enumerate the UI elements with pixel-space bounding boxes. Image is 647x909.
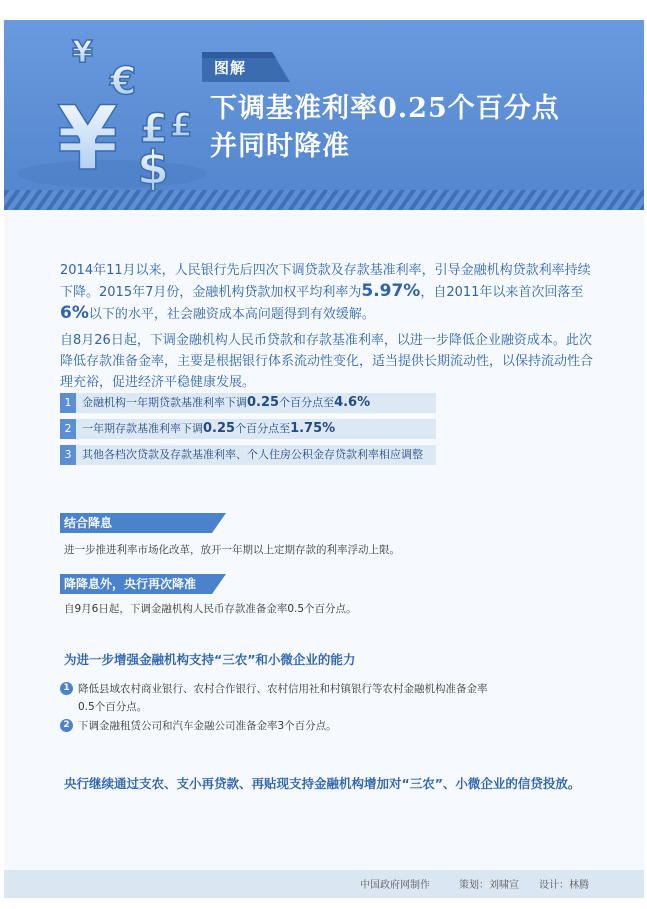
item-text: 一年期存款基准利率下调0.25个百分点至1.75%	[82, 421, 336, 436]
footer-planner: 策划：刘啸宣	[459, 880, 519, 891]
page-title	[210, 90, 560, 166]
bullet-item	[60, 717, 580, 735]
item-number: 2	[60, 419, 76, 439]
yen-small-icon: ¥	[72, 35, 93, 70]
support-heading: 为进一步增强金融机构支持“三农”和小微企业的能力	[64, 652, 356, 667]
title-line-1: 下调基准利率0.25个百分点	[210, 93, 560, 124]
section-header-2	[60, 574, 226, 594]
footer-producer: 中国政府网制作	[360, 880, 430, 891]
list-item	[60, 393, 436, 413]
section-header-1	[60, 513, 226, 533]
section-text: 进一步推进利率市场化改革，放开一年期以上定期存款的利率浮动上限。	[64, 544, 400, 556]
intro-text-c: 以下的水平，社会融资成本高问题得到有效缓解。	[88, 307, 375, 322]
rate-value: 5.97%	[361, 281, 421, 301]
pound-small-icon: £	[170, 106, 193, 144]
currency-symbols-icon	[12, 34, 212, 194]
pound-icon: £	[140, 106, 168, 152]
intro-text-a: 2014年11月以来，人民银行先后四次下调贷款及存款基准利率，引导金融机构贷款利率持续下降。2015年7月份，金融机构贷款加权平均利率为	[60, 263, 591, 300]
closing-statement: 央行继续通过支农、支小再贷款、再贴现支持金融机构增加对“三农”、小微企业的信贷投放。	[64, 776, 581, 791]
infographic-page	[4, 20, 644, 898]
bullet-text: 降低县域农村商业银行、农村合作银行、农村信用社和村镇银行等农村金融机构准备金率 0.5个百分点。	[78, 683, 488, 713]
header-banner	[4, 20, 644, 210]
bullet-number-icon: 2	[60, 719, 73, 732]
list-item	[60, 445, 436, 465]
bullet-item	[60, 680, 580, 716]
footer	[4, 870, 644, 898]
intro-text-b: ，自2011年以来首次回落至	[420, 285, 584, 300]
section-text: 自9月6日起，下调金融机构人民币存款准备金率0.5个百分点。	[64, 603, 357, 615]
section-title: 结合降息	[64, 516, 113, 530]
tag-label: 图解	[214, 59, 247, 77]
bullet-number-icon: 1	[60, 682, 73, 695]
intro-paragraph-2: 自8月26日起，下调金融机构人民币贷款和存款基准利率，以进一步降低企业融资成本。此次降低存款准备金率，主要是根据银行体系流动性变化，适当提供长期流动性，以保持流动性合理充裕，促进经济平稳健康发展。	[60, 333, 594, 390]
item-text: 金融机构一年期贷款基准利率下调0.25个百分点至4.6%	[82, 395, 371, 410]
dollar-icon: $	[137, 141, 170, 194]
list-item	[60, 419, 436, 439]
yen-large-icon: ¥	[57, 87, 119, 190]
euro-icon: €	[110, 59, 137, 103]
footer-designer: 设计：林腾	[539, 880, 589, 891]
floor-value: 6%	[60, 303, 89, 323]
item-text: 其他各档次贷款及存款基准利率、个人住房公积金存贷款利率相应调整	[82, 448, 423, 461]
item-number: 3	[60, 445, 76, 465]
bullet-text: 下调金融租赁公司和汽车金融公司准备金率3个百分点。	[78, 720, 337, 732]
title-line-2: 并同时降准	[210, 131, 350, 162]
intro-paragraph-1	[60, 260, 600, 325]
item-number: 1	[60, 393, 76, 413]
section-title: 降降息外，央行再次降准	[64, 577, 197, 591]
